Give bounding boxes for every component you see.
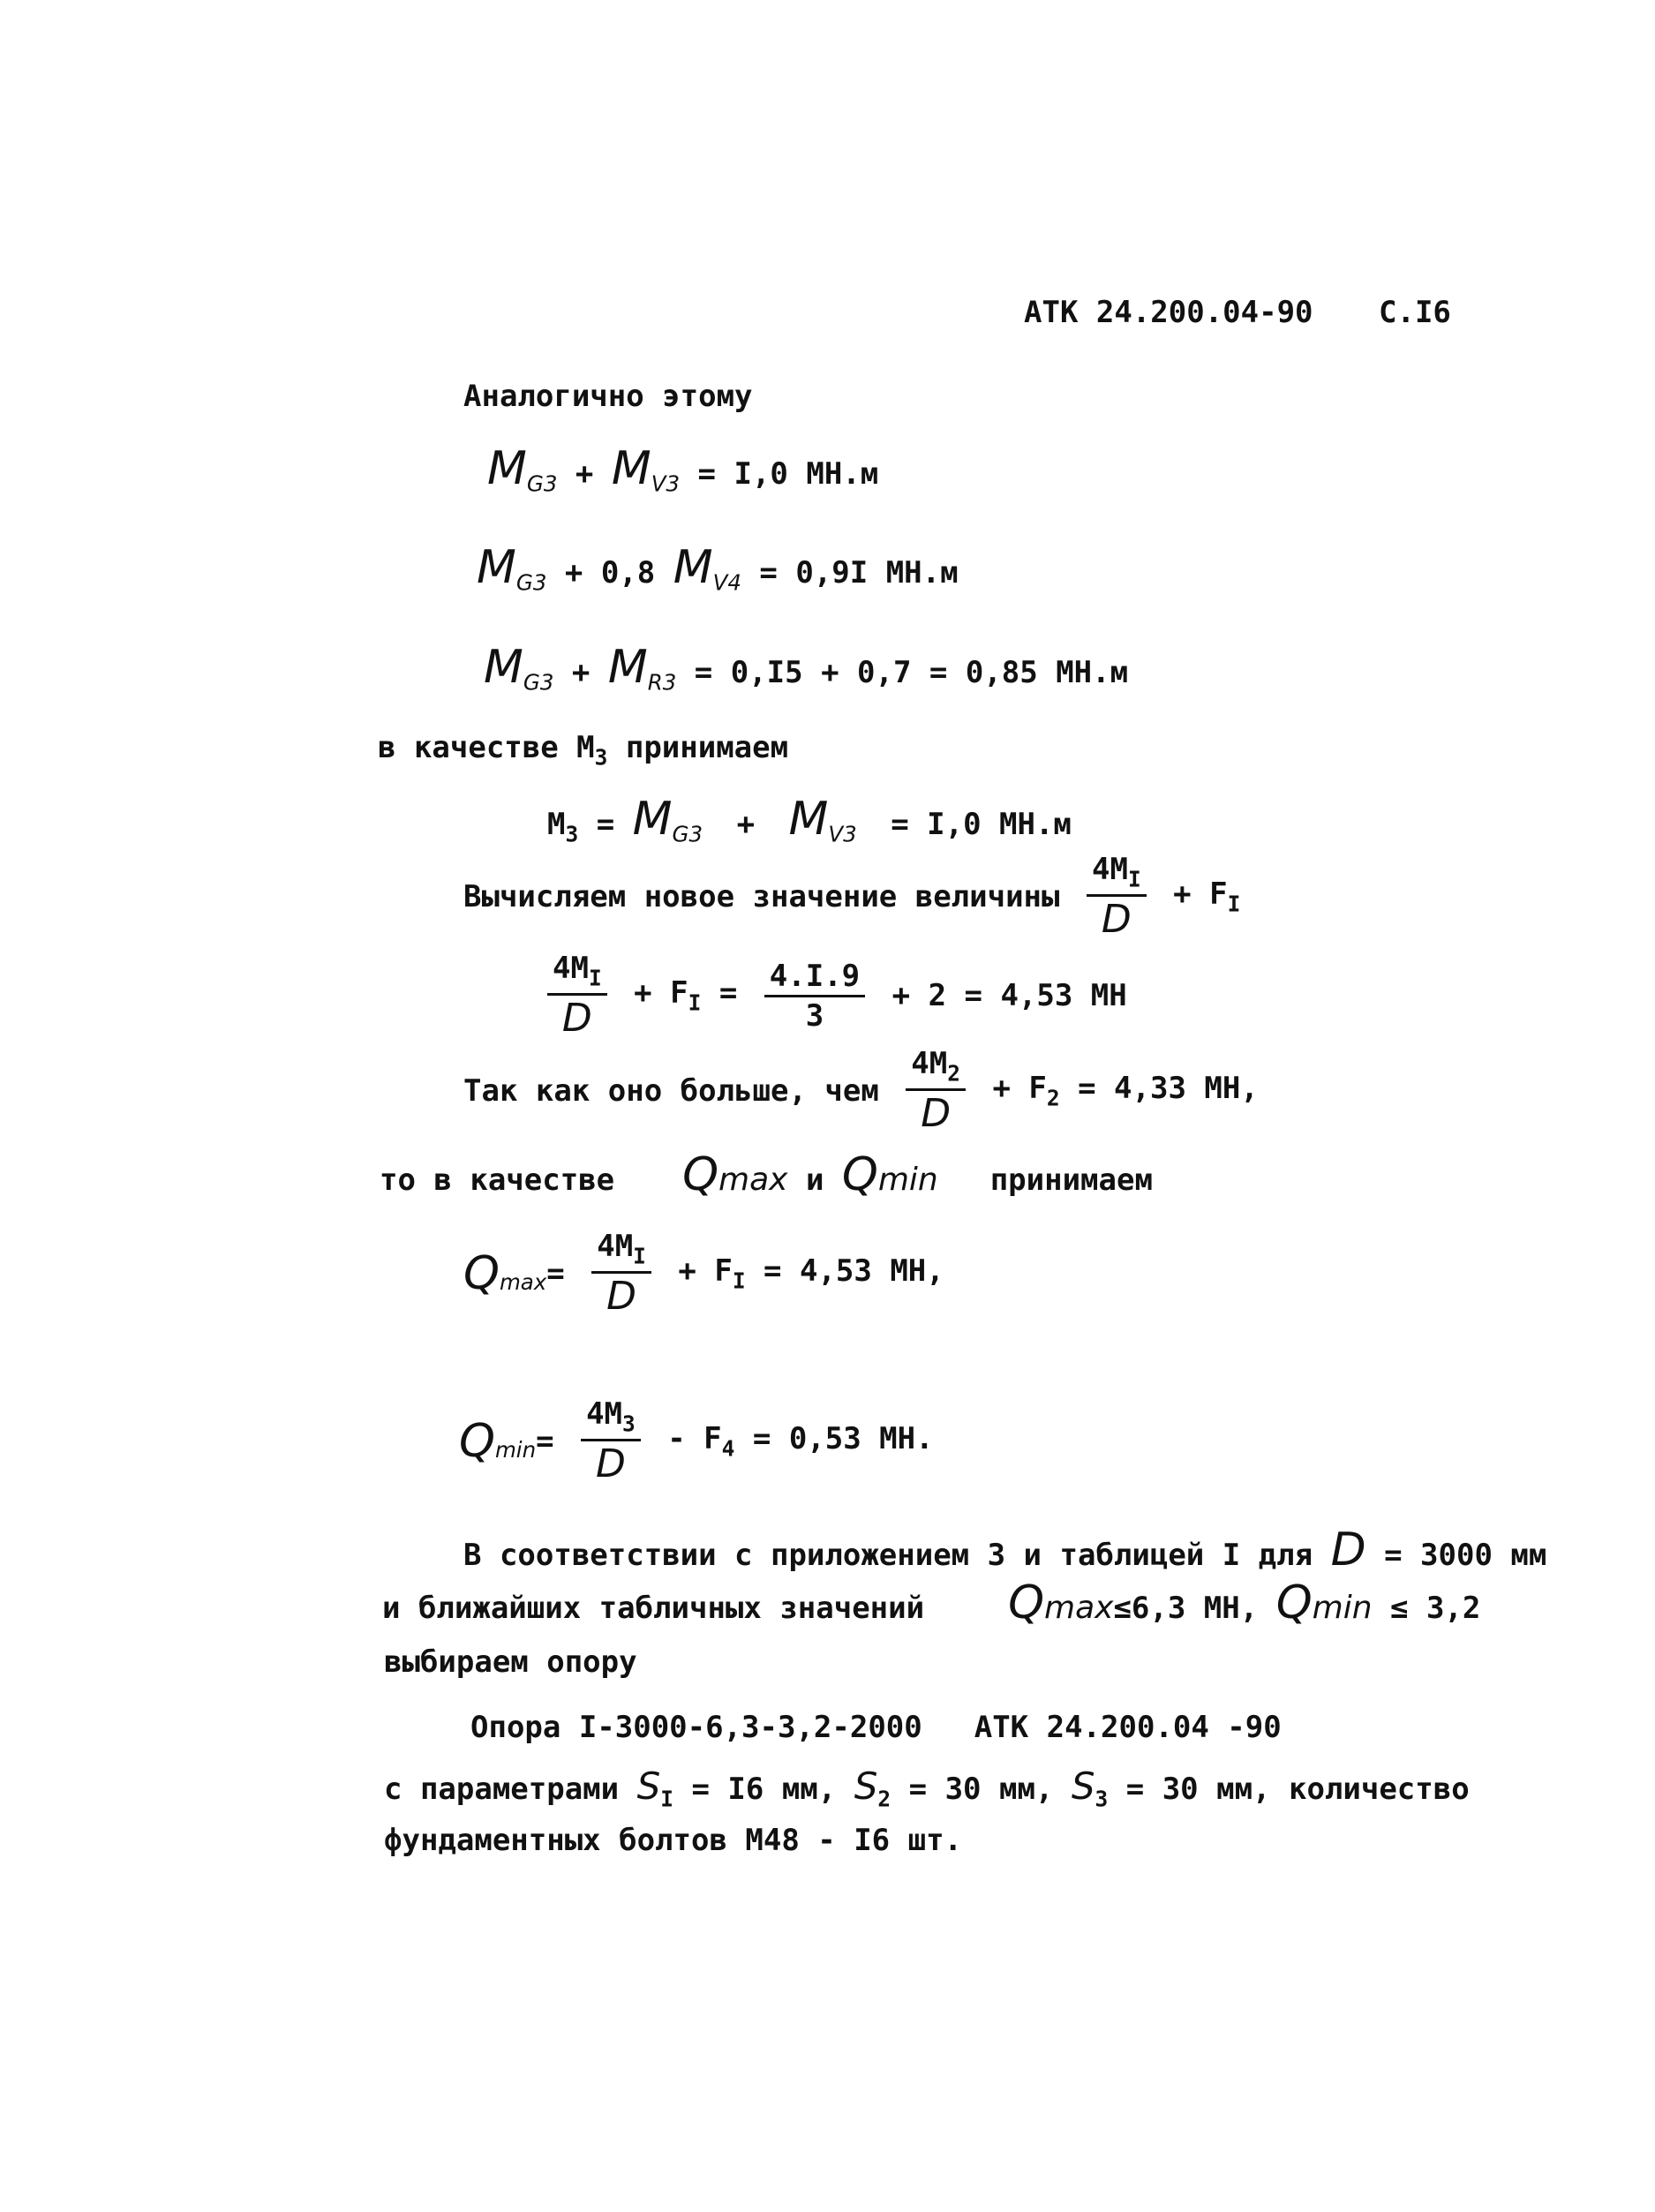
q-subscript: min: [1312, 1590, 1373, 1626]
parameters-line: [384, 1764, 1470, 1812]
equation-result: = 0,I5 + 0,7 = 0,85 МН.м: [694, 655, 1129, 690]
moment-subscript: V3: [828, 821, 857, 847]
moment-symbol: M: [632, 793, 673, 846]
fraction-denominator: D: [1101, 897, 1132, 943]
equals-sign: =: [536, 1424, 554, 1460]
thickness-symbol: S: [1071, 1764, 1095, 1808]
qmax-equation: [463, 1229, 944, 1320]
q-symbol: Q: [1275, 1576, 1313, 1629]
m3-symbol: М: [547, 807, 566, 842]
intro-text: Аналогично этому: [463, 379, 753, 414]
text-part: с параметрами: [384, 1772, 620, 1807]
comparison-line: [463, 1046, 1259, 1137]
equation-result: = I,0 МН.м: [697, 456, 879, 492]
moment-symbol: M: [611, 442, 651, 495]
moment-subscript: V3: [651, 470, 681, 497]
paragraph-line: выбираем опору: [384, 1644, 637, 1680]
qmax-qmin-choice-line: [380, 1148, 1153, 1201]
thickness-subscript: 2: [877, 1786, 891, 1812]
equation-mg3-mv3: [487, 442, 879, 497]
fraction-tail: + $F_I = 4,53$ МН,: [678, 1253, 944, 1294]
text-part: В соответствии с приложением 3 и таблицей I для: [463, 1538, 1313, 1573]
thickness-value: = 30 мм, количество: [1125, 1772, 1470, 1807]
equals-sign: =: [546, 1256, 565, 1292]
fraction: [1087, 852, 1147, 943]
thickness-symbol: S: [854, 1764, 878, 1808]
text-part: = 3000 мм: [1384, 1538, 1547, 1573]
fraction-denominator: D: [921, 1091, 952, 1137]
page-number: С.I6: [1379, 295, 1451, 330]
text-part: принимаем: [989, 1162, 1153, 1198]
fraction-tail: + $F_I$ =: [634, 974, 738, 1016]
paragraph-line: фундаментных болтов М48 - I6 шт.: [384, 1823, 963, 1858]
calc-intro-line: [463, 852, 1241, 943]
paragraph-line: [382, 1576, 1481, 1629]
q-subscript: min: [494, 1437, 537, 1463]
m3-subscript: 3: [565, 821, 579, 847]
equals-sign: =: [596, 807, 615, 842]
moment-subscript: G3: [523, 669, 554, 696]
fraction-tail: + $F_2 = 4,33$ МН,: [992, 1070, 1259, 1111]
q-min-value: ≤ 3,2: [1390, 1591, 1481, 1626]
moment-symbol: M: [484, 641, 523, 694]
moment-symbol: M: [788, 793, 829, 846]
qmin-equation: [459, 1396, 934, 1487]
fraction-numerator: $4М_2$: [906, 1049, 966, 1091]
q-subscript: max: [499, 1269, 547, 1296]
q-symbol: Q: [841, 1148, 878, 1201]
q-symbol: Q: [463, 1247, 500, 1301]
equation-result: + 2 = 4,53 МН: [891, 978, 1127, 1014]
thickness-symbol: S: [636, 1764, 661, 1808]
fraction-denominator: D: [561, 996, 592, 1042]
fraction-numerator: $4М_I$: [1087, 854, 1147, 897]
calc-text: Вычисляем новое значение величины: [463, 879, 1060, 915]
paragraph-line: [463, 1524, 1547, 1576]
q-symbol: Q: [1008, 1576, 1044, 1629]
equation-result: = 0,9I МН.м: [759, 555, 959, 591]
text-part: и ближайших табличных значений: [382, 1591, 925, 1626]
thickness-subscript: I: [660, 1786, 673, 1812]
comparison-text: Так как оно больше, чем: [463, 1073, 879, 1110]
fraction: [591, 1229, 651, 1320]
equation-mg3-mv4: [477, 541, 959, 596]
text-part: в качестве М: [378, 730, 595, 765]
fraction-numerator: $4М_3$: [581, 1399, 641, 1441]
operator: +: [571, 655, 591, 690]
thickness-value: = I6 мм,: [691, 1772, 837, 1807]
q-symbol: Q: [459, 1415, 495, 1469]
fraction-numerator: $4М_I$: [547, 953, 607, 996]
fraction: [906, 1046, 966, 1137]
operator: +: [736, 807, 756, 842]
numeric-fraction: [764, 958, 865, 1034]
thickness-subscript: 3: [1095, 1786, 1109, 1812]
equation-mg3-mr3: [484, 641, 1129, 696]
fraction-tail: - $F_4 = 0,53$ МН.: [667, 1420, 934, 1462]
moment-symbol: M: [673, 541, 713, 594]
fraction-tail: + $F_I$: [1173, 876, 1241, 917]
moment-symbol: M: [607, 641, 648, 694]
subscript: 3: [594, 744, 608, 771]
q-symbol: Q: [682, 1148, 719, 1201]
moment-symbol: M: [487, 442, 527, 495]
fraction-denominator: D: [606, 1274, 636, 1320]
fraction-numerator: $4М_I$: [591, 1231, 651, 1274]
support-code: АТК 24.200.04 -90: [974, 1710, 1282, 1745]
m3-choice-text: [378, 730, 789, 771]
text-part: и: [805, 1162, 824, 1198]
support-designation: [470, 1710, 1282, 1745]
equation-result: = I,0 МН.м: [891, 807, 1072, 842]
document-code: АТК 24.200.04-90: [1024, 295, 1313, 330]
text-part: принимаем: [607, 730, 789, 765]
calc-equation: [538, 951, 1127, 1042]
moment-subscript: V4: [712, 569, 741, 596]
q-subscript: max: [1044, 1590, 1114, 1626]
moment-subscript: G3: [526, 470, 558, 497]
q-max-value: ≤6,3 МН,: [1113, 1591, 1259, 1626]
thickness-value: = 30 мм,: [908, 1772, 1054, 1807]
q-subscript: min: [877, 1162, 938, 1198]
support-name: Опора I-3000-6,3-3,2-2000: [470, 1710, 922, 1745]
operator: + 0,8: [564, 555, 656, 591]
moment-subscript: G3: [672, 821, 703, 847]
equation-m3: [547, 793, 1072, 847]
moment-symbol: M: [477, 541, 516, 594]
operator: +: [575, 456, 594, 492]
q-subscript: max: [718, 1162, 788, 1198]
fraction-denominator: D: [595, 1441, 626, 1487]
text-part: то в качестве: [380, 1162, 615, 1198]
fraction-numerator: 4.I.9: [764, 961, 865, 997]
fraction: [581, 1396, 641, 1487]
moment-subscript: R3: [647, 669, 677, 696]
fraction-denominator: 3: [805, 997, 824, 1034]
fraction: [547, 951, 607, 1042]
moment-subscript: G3: [515, 569, 547, 596]
diameter-symbol: D: [1330, 1524, 1366, 1576]
